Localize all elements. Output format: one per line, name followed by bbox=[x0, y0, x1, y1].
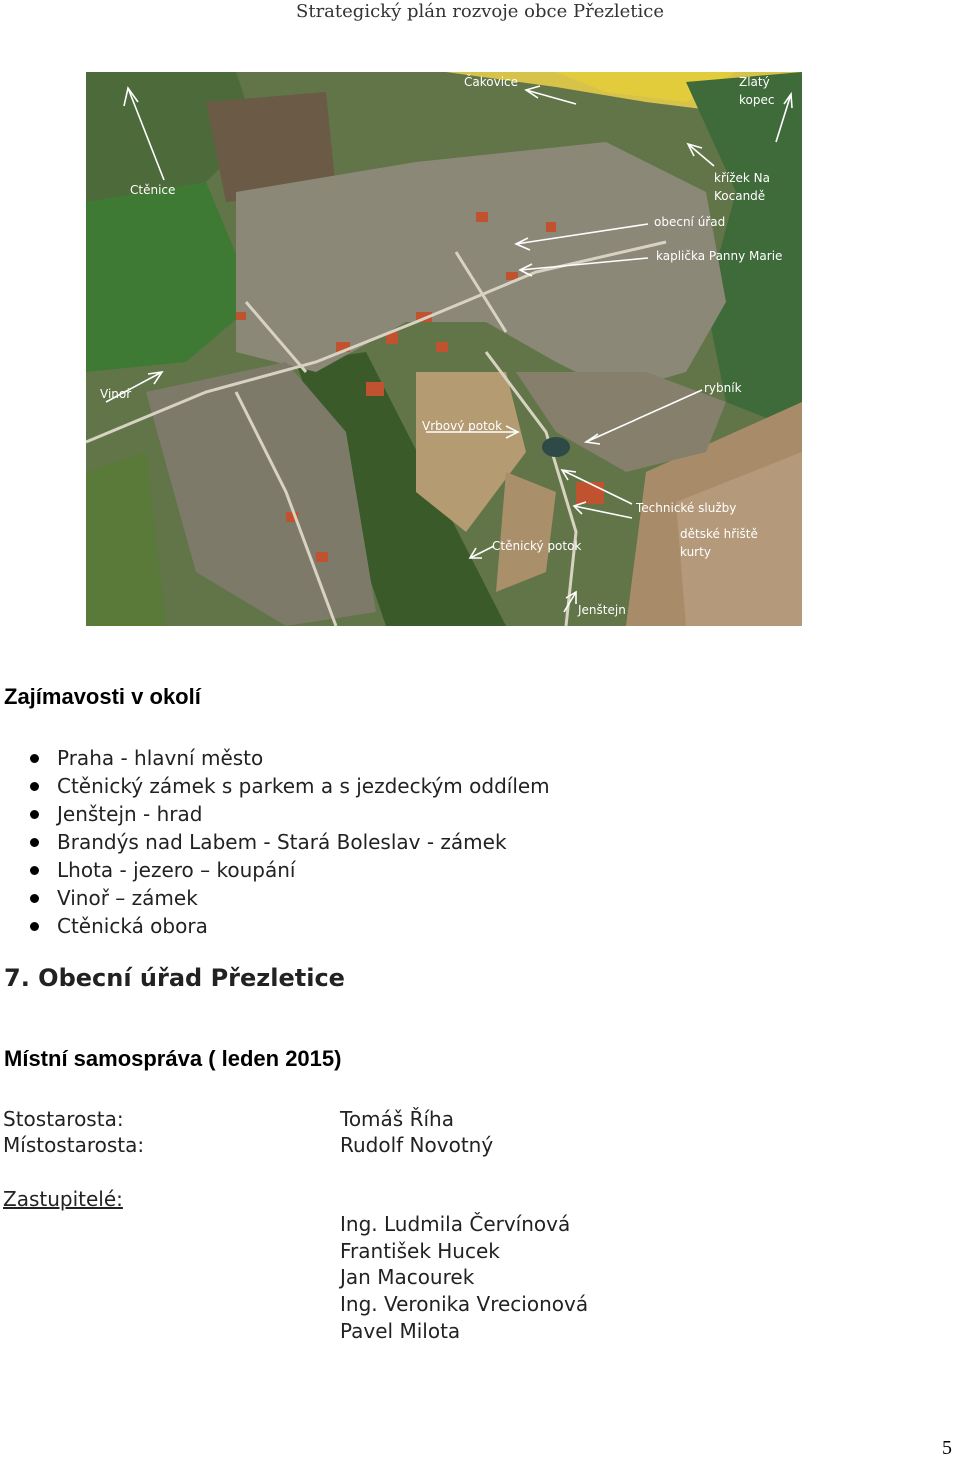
list-item: Ctěnický zámek s parkem a s jezdeckým oddílem bbox=[30, 772, 550, 800]
deputy-label: Místostarosta: bbox=[3, 1133, 145, 1157]
label-vinor: Vinoř bbox=[100, 387, 132, 401]
attractions-list bbox=[30, 744, 550, 940]
member-name: Ing. Ludmila Červínová bbox=[340, 1212, 571, 1236]
mayor-label: Stostarosta: bbox=[3, 1107, 124, 1131]
label-detske-hriste: dětské hřiště bbox=[680, 527, 758, 541]
member-name: Jan Macourek bbox=[340, 1265, 475, 1289]
chapter-heading: 7. Obecní úřad Přezletice bbox=[4, 964, 345, 992]
label-rybnik: rybník bbox=[704, 381, 742, 395]
mayor-name: Tomáš Říha bbox=[340, 1107, 454, 1131]
attractions-title: Zajímavosti v okolí bbox=[4, 684, 201, 709]
label-obecni-urad: obecní úřad bbox=[654, 215, 726, 229]
label-cakovice: Čakovice bbox=[464, 75, 519, 89]
list-item: Jenštejn - hrad bbox=[30, 800, 550, 828]
page-header: Strategický plán rozvoje obce Přezletice bbox=[296, 1, 664, 22]
list-item: Praha - hlavní město bbox=[30, 744, 550, 772]
label-technicke-sluzby: Technické služby bbox=[636, 501, 737, 515]
member-name: Pavel Milota bbox=[340, 1319, 461, 1343]
label-ctenicky-potok: Ctěnický potok bbox=[492, 539, 582, 553]
label-vrbovy-potok: Vrbový potok bbox=[422, 419, 503, 433]
list-item: Ctěnická obora bbox=[30, 912, 550, 940]
list-item: Brandýs nad Labem - Stará Boleslav - zámek bbox=[30, 828, 550, 856]
label-kaplicka: kaplička Panny Marie bbox=[656, 249, 783, 263]
member-name: František Hucek bbox=[340, 1239, 500, 1263]
label-jenstejn: Jenštejn bbox=[578, 603, 626, 617]
label-krizek-2: Kocandě bbox=[714, 189, 766, 203]
label-zlaty-kopec-1: Zlatý bbox=[739, 75, 770, 89]
label-ctenice: Ctěnice bbox=[130, 183, 176, 197]
label-zlaty-kopec-2: kopec bbox=[739, 93, 775, 107]
label-kurty: kurty bbox=[680, 545, 711, 559]
deputy-name: Rudolf Novotný bbox=[340, 1133, 494, 1157]
council-title: Místní samospráva ( leden 2015) bbox=[4, 1046, 342, 1071]
members-label: Zastupitelé: bbox=[3, 1187, 123, 1211]
aerial-photo bbox=[86, 72, 802, 626]
list-item: Vinoř – zámek bbox=[30, 884, 550, 912]
list-item: Lhota - jezero – koupání bbox=[30, 856, 550, 884]
label-krizek-1: křížek Na bbox=[714, 171, 770, 185]
member-name: Ing. Veronika Vrecionová bbox=[340, 1292, 589, 1316]
page-number: 5 bbox=[942, 1437, 952, 1459]
